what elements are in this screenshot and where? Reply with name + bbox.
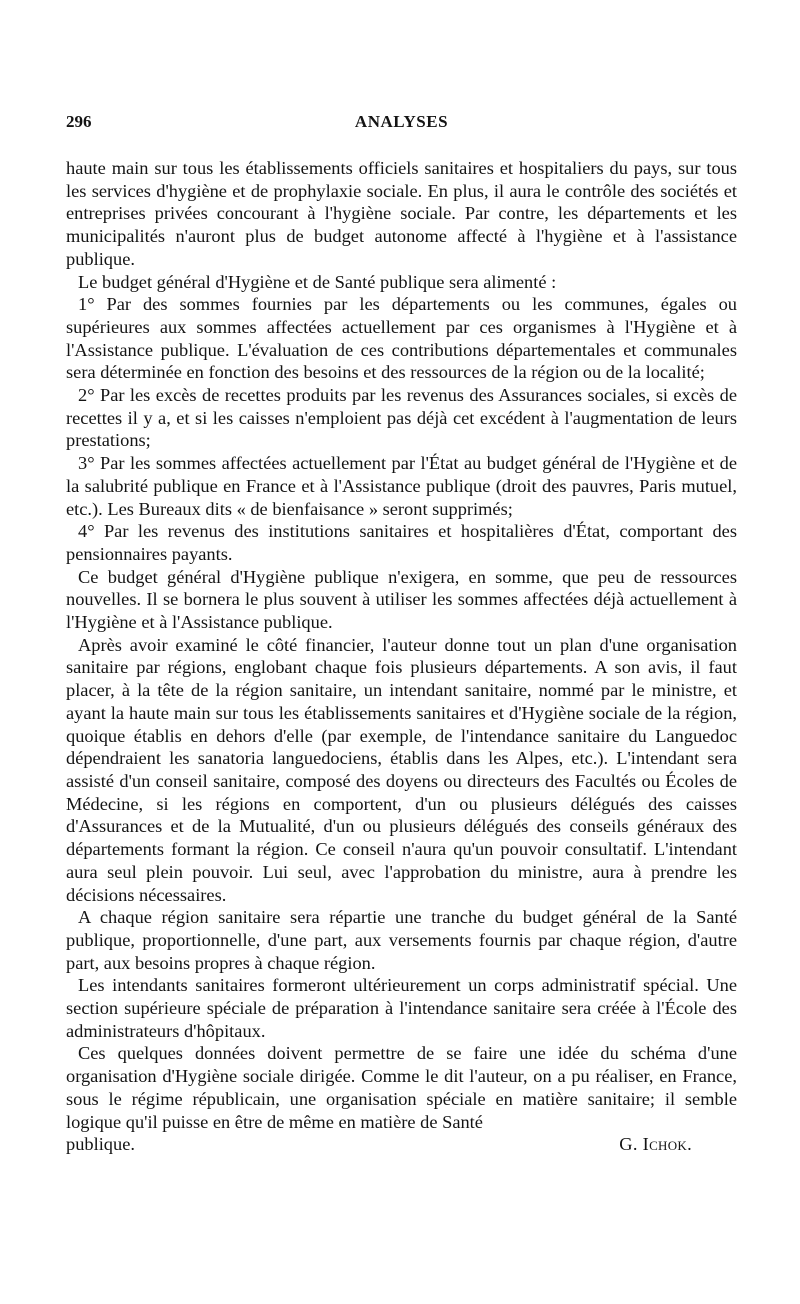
paragraph: Après avoir examiné le côté financier, l'auteur donne tout un plan d'une organisation sanitaire par régions, englobant chaque fois plusieurs départements. A son avis, il faut placer, à la tête de la région sanitaire, un intendant sanitaire, nommé par le ministre, et ayant la haute main sur tous les établissements sanitaires et d'Hygiène sociale de la région, quoique établis en dehors d'elle (par exemple, de l'intendance sanitaire du Languedoc dépendraient les sanatoria languedociens, établis dans les Alpes, etc.). L'intendant sera assisté d'un conseil sanitaire, composé des doyens ou directeurs des Facultés ou Écoles de Médecine, si les régions en comportent, d'un ou plusieurs délégués des caisses d'Assurances et de la Mutualité, d'un ou plusieurs délégués des conseils généraux des départements formant la région. Ce conseil n'aura qu'un pouvoir consultatif. L'intendant aura seul plein pouvoir. Lui seul, avec l'approbation du ministre, aura à prendre les décisions nécessaires. (66, 634, 737, 905)
paragraph: Le budget général d'Hygiène et de Santé publique sera alimenté : (78, 271, 557, 292)
author-signature: G. Ichok. (619, 1134, 692, 1155)
paragraph-list-item: 4° Par les revenus des institutions sanitaires et hospitalières d'État, comportant des pensionnaires payants. (66, 521, 737, 564)
paragraph-list-item: 2° Par les excès de recettes produits par les revenus des Assurances sociales, si excès de recettes il y a, et si les caisses n'emploient pas déjà cet excédent à l'augmentation de leurs prestations; (66, 385, 737, 451)
closing-line (66, 1133, 737, 1156)
page-number: 296 (66, 112, 92, 131)
document-page (66, 112, 737, 1156)
closing-text: publique. (66, 1134, 135, 1155)
paragraph: Les intendants sanitaires formeront ultérieurement un corps administratif spécial. Une section supérieure spéciale de préparation à l'intendance sanitaire sera créée à l'École des administrateurs d'hôpitaux. (66, 975, 737, 1041)
paragraph: Ces quelques données doivent permettre de se faire une idée du schéma d'une organisation d'Hygiène sociale dirigée. Comme le dit l'auteur, on a pu réaliser, en France, sous le régime républicain, une organisation spéciale en matière sanitaire; il semble logique qu'il puisse en être de même en matière de Santé (66, 1043, 737, 1132)
paragraph-list-item: 3° Par les sommes affectées actuellement par l'État au budget général de l'Hygiène et de la salubrité publique en France et à l'Assistance publique (droit des pauvres, Paris mutuel, etc.). Les Bureaux dits « de bienfaisance » seront supprimés; (66, 453, 737, 519)
article-body (66, 157, 737, 1156)
running-title: ANALYSES (354, 112, 449, 131)
paragraph: haute main sur tous les établissements officiels sanitaires et hospitaliers du pays, sur tous les services d'hygiène et de prophylaxie sociale. En plus, il aura le contrôle des sociétés et entreprises privées concourant à l'hygiène sociale. Par contre, les départements et les municipalités n'auront plus de budget autonome affecté à l'hygiène et à l'assistance publique. (66, 158, 737, 269)
paragraph: A chaque région sanitaire sera répartie une tranche du budget général de la Santé publique, proportionnelle, d'une part, aux versements fournis par chaque région, d'autre part, aux besoins propres à chaque région. (66, 907, 737, 973)
paragraph-list-item: 1° Par des sommes fournies par les départements ou les communes, égales ou supérieures aux sommes affectées actuellement par ces organismes à l'Hygiène et à l'Assistance publique. L'évaluation de ces contributions départementales et communales sera déterminée en fonction des besoins et des ressources de la région ou de la localité; (66, 294, 737, 383)
page-header (66, 112, 737, 142)
paragraph: Ce budget général d'Hygiène publique n'exigera, en somme, que peu de ressources nouvelles. Il se bornera le plus souvent à utiliser les sommes affectées déjà actuellement à l'Hygiène et à l'Assistance publique. (66, 566, 737, 633)
